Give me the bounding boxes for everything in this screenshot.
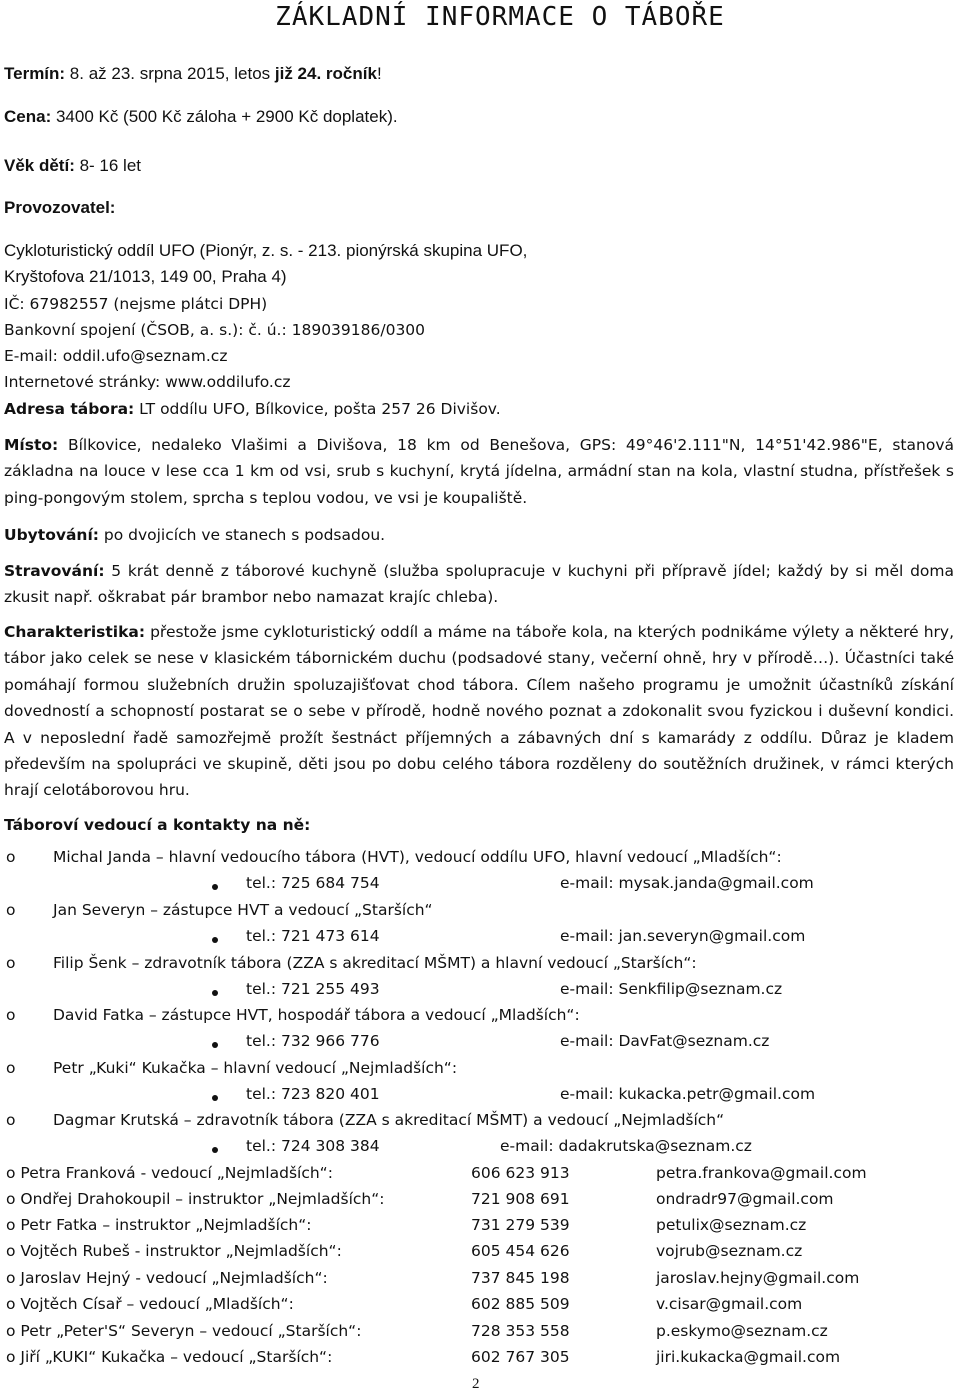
instructor-row [0,1295,960,1321]
instructor-name: o Ondřej Drahokoupil – instruktor „Nejmladších“: [6,1190,385,1208]
circle-bullet-icon: o [6,1006,16,1024]
leader-item [0,1111,960,1137]
instructor-row [0,1164,960,1190]
instructor-email: petra.frankova@gmail.com [656,1164,867,1182]
charakteristika-label: Charakteristika: [4,623,146,641]
leader-contact [0,927,960,953]
cena-text: 3400 Kč (500 Kč záloha + 2900 Kč doplatek). [51,107,398,126]
bullet-dot-icon [212,1147,218,1153]
provozovatel-label: Provozovatel: [4,198,116,217]
misto-paragraph [4,432,954,511]
instructor-email: p.eskymo@seznam.cz [656,1322,828,1340]
instructor-phone: 605 454 626 [471,1242,570,1260]
vedouci-heading: Táboroví vedoucí a kontakty na ně: [4,816,311,834]
bullet-dot-icon [212,1095,218,1101]
instructor-phone: 606 623 913 [471,1164,570,1182]
leader-contact [0,1032,960,1058]
circle-bullet-icon: o [6,901,16,919]
adresa-label: Adresa tábora: [4,400,135,418]
instructor-email: ondradr97@gmail.com [656,1190,834,1208]
instructor-email: v.cisar@gmail.com [656,1295,803,1313]
cena-line [4,104,954,130]
cena-label: Cena: [4,107,52,126]
leader-phone: tel.: 721 255 493 [246,980,380,998]
termin-text: 8. až 23. srpna 2015, letos [65,64,275,83]
instructor-name: o Jaroslav Hejný - vedoucí „Nejmladších“: [6,1269,328,1287]
instructor-name: o Petra Franková - vedoucí „Nejmladších“: [6,1164,333,1182]
leader-name: Michal Janda – hlavní vedoucího tábora (HVT), vedoucí oddílu UFO, hlavní vedoucí „Mladších“: [53,848,782,866]
leader-email: e-mail: dadakrutska@seznam.cz [500,1137,752,1155]
instructor-phone: 728 353 558 [471,1322,570,1340]
leader-email: e-mail: Senkfilip@seznam.cz [560,980,783,998]
ubytovani-label: Ubytování: [4,526,99,544]
leader-contact [0,874,960,900]
instructor-email: jiri.kukacka@gmail.com [656,1348,841,1366]
instructor-row [0,1190,960,1216]
instructor-phone: 602 885 509 [471,1295,570,1313]
provozovatel-line [4,195,954,221]
instructor-email: vojrub@seznam.cz [656,1242,803,1260]
misto-text: Bílkovice, nedaleko Vlašimi a Divišova, 18 km od Benešova, GPS: 49°46'2.111"N, 14°51'42.986"E, stanová základna na louce v lese cca 1 km od vsi, srub s kuchyní, krytá jídelna, armádní stan na kola, vlastní studna, přístřešek s ping-pongovým stolem, sprcha s teplou vodou, ve vsi je koupaliště. [4,436,954,507]
instructor-row [0,1242,960,1268]
adresa-text: LT oddílu UFO, Bílkovice, pošta 257 26 Divišov. [134,400,501,418]
leader-phone: tel.: 724 308 384 [246,1137,380,1155]
charakteristika-text: přestože jsme cykloturistický oddíl a máme na táboře kola, na kterých podnikáme výlety a některé hry, tábor jako celek se nese v klasickém tábornickém duchu (podsadové stany, večerní ohně, hry v přírodě…). Účastníci také pomáhají formou služebních družin spoluzajišťovat chod tábora. Cílem našeho programu je umožnit účastníků získání dovedností a schopností postarat se o sebe v přírodě, hodně nového poznat a zdokonalit svou fyzickou i duševní kondici. A v neposlední řadě samozřejmě prožít šestnáct příjemných a zábavných dní s kamarády z oddílu. Důraz je kladem především na spolupráci ve skupině, děti jsou po dobu celého tábora rozděleny do soutěžních družinek, v rámci kterých hrají celotáborovou hru. [4,623,954,800]
leader-phone: tel.: 725 684 754 [246,874,380,892]
termin-bold: již 24. ročník [274,64,377,83]
vek-line [4,153,954,179]
termin-end: ! [376,64,382,83]
instructor-name: o Petr „Peter'S“ Severyn – vedoucí „Starších“: [6,1322,362,1340]
org-line-6: Internetové stránky: www.oddilufo.cz [4,373,291,391]
leader-name: Jan Severyn – zástupce HVT a vedoucí „Starších“ [53,901,433,919]
instructor-name: o Vojtěch Rubeš - instruktor „Nejmladších“: [6,1242,342,1260]
leader-phone: tel.: 721 473 614 [246,927,380,945]
misto-label: Místo: [4,436,59,454]
leader-email: e-mail: mysak.janda@gmail.com [560,874,814,892]
instructor-row [0,1216,960,1242]
page-number: 2 [472,1376,480,1392]
leader-name: Dagmar Krutská – zdravotník tábora (ZZA s akreditací MŠMT) a vedoucí „Nejmladších“ [53,1111,725,1129]
instructor-phone: 737 845 198 [471,1269,570,1287]
bullet-dot-icon [212,884,218,890]
vek-label: Věk dětí: [4,156,75,175]
bullet-dot-icon [212,937,218,943]
instructor-name: o Vojtěch Císař – vedoucí „Mladších“: [6,1295,294,1313]
stravovani-text: 5 krát denně z táborové kuchyně (služba spolupracuje v kuchyni při přípravě jídel; každý by si měl doma zkusit např. oškrabat pár brambor nebo namazat krajíc chleba). [4,562,954,607]
instructor-name: o Petr Fatka – instruktor „Nejmladších“: [6,1216,312,1234]
page-title: ZÁKLADNÍ INFORMACE O TÁBOŘE [275,2,725,32]
instructor-row [0,1269,960,1295]
org-line-4: Bankovní spojení (ČSOB, a. s.): č. ú.: 189039186/0300 [4,321,426,339]
stravovani-label: Stravování: [4,562,105,580]
circle-bullet-icon: o [6,1111,16,1129]
termin-label: Termín: [4,64,66,83]
termin-line [4,61,954,87]
leader-email: e-mail: jan.severyn@gmail.com [560,927,806,945]
leader-contact [0,1085,960,1111]
charakteristika-paragraph [4,619,954,804]
leader-phone: tel.: 723 820 401 [246,1085,380,1103]
leader-contact [0,980,960,1006]
circle-bullet-icon: o [6,954,16,972]
org-line-5: E-mail: oddil.ufo@seznam.cz [4,347,228,365]
leader-name: Petr „Kuki“ Kukačka – hlavní vedoucí „Nejmladších“: [53,1059,458,1077]
circle-bullet-icon: o [6,1059,16,1077]
stravovani-paragraph [4,558,954,611]
circle-bullet-icon: o [6,848,16,866]
leader-item [0,848,960,874]
org-line-1: Cykloturistický oddíl UFO (Pionýr, z. s. - 213. pionýrská skupina UFO, [4,241,528,260]
vek-text: 8- 16 let [74,156,142,175]
bullet-dot-icon [212,1042,218,1048]
instructor-name: o Jiří „KUKI“ Kukačka – vedoucí „Starších“: [6,1348,333,1366]
instructor-email: petulix@seznam.cz [656,1216,807,1234]
instructor-row [0,1322,960,1348]
ubytovani-paragraph [4,522,954,548]
leader-email: e-mail: kukacka.petr@gmail.com [560,1085,816,1103]
instructor-row [0,1348,960,1374]
leader-name: Filip Šenk – zdravotník tábora (ZZA s akreditací MŠMT) a hlavní vedoucí „Starších“: [53,954,697,972]
leader-item [0,954,960,980]
org-line-2: Kryštofova 21/1013, 149 00, Praha 4) [4,267,287,286]
instructor-phone: 602 767 305 [471,1348,570,1366]
instructor-email: jaroslav.hejny@gmail.com [656,1269,860,1287]
bullet-dot-icon [212,990,218,996]
leader-email: e-mail: DavFat@seznam.cz [560,1032,770,1050]
instructor-phone: 731 279 539 [471,1216,570,1234]
instructor-phone: 721 908 691 [471,1190,570,1208]
leader-name: David Fatka – zástupce HVT, hospodář tábora a vedoucí „Mladších“: [53,1006,580,1024]
ubytovani-text: po dvojicích ve stanech s podsadou. [98,526,386,544]
leader-item [0,901,960,927]
leader-phone: tel.: 732 966 776 [246,1032,380,1050]
org-line-3: IČ: 67982557 (nejsme plátci DPH) [4,295,268,313]
adresa-line [4,396,954,422]
leader-item [0,1006,960,1032]
leader-item [0,1059,960,1085]
leader-contact [0,1137,960,1163]
